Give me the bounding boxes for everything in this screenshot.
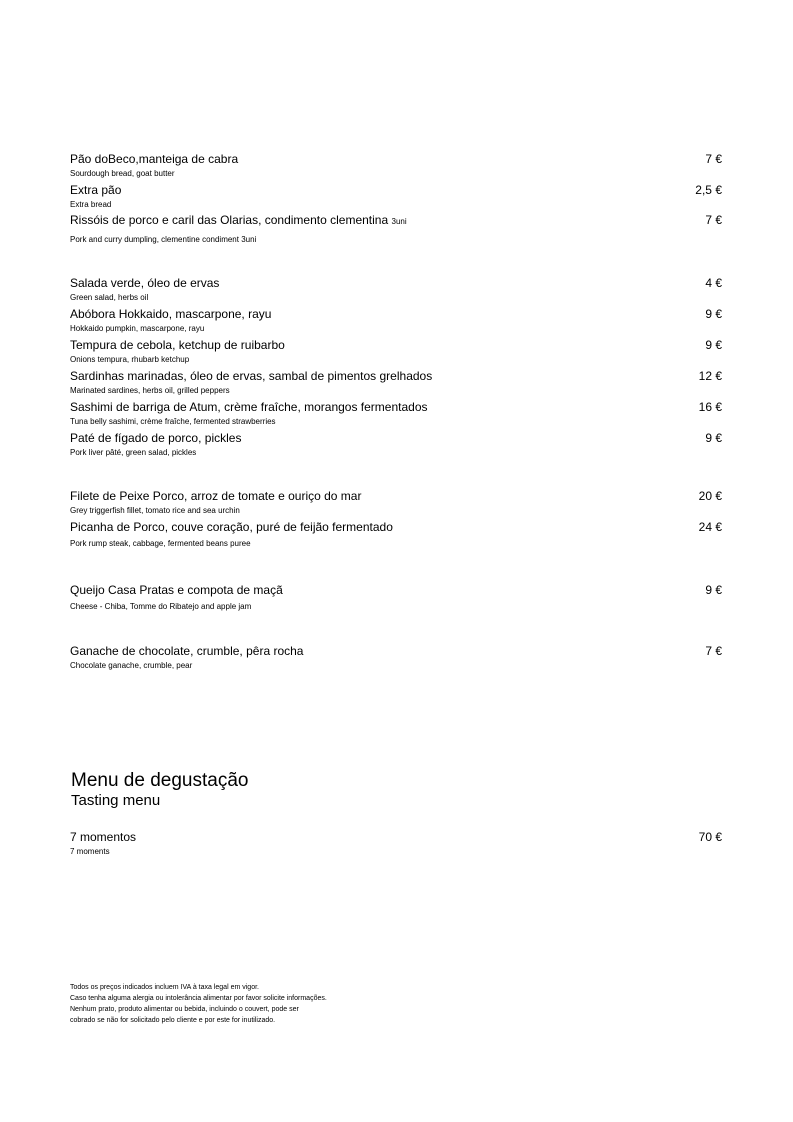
item-translation: Grey triggerfish fillet, tomato rice and sea urchin (70, 506, 240, 515)
item-price: 9 € (705, 431, 722, 445)
item-translation: Chocolate ganache, crumble, pear (70, 661, 193, 670)
item-translation: Tuna belly sashimi, crème fraîche, fermented strawberries (70, 417, 276, 426)
item-translation: 7 moments (70, 847, 110, 856)
menu-item-pork-rump (70, 520, 722, 549)
menu-item-triggerfish (70, 489, 722, 516)
item-quantity-note: 3uni (391, 217, 407, 226)
item-price: 16 € (698, 400, 722, 414)
item-translation: Hokkaido pumpkin, mascarpone, rayu (70, 324, 205, 333)
item-price: 9 € (705, 583, 722, 597)
item-name: Paté de fígado de porco, pickles (70, 431, 242, 445)
legal-footer (70, 982, 327, 1026)
item-name: Rissóis de porco e caril das Olarias, condimento clementina (70, 213, 389, 227)
item-name: Tempura de cebola, ketchup de ruibarbo (70, 338, 285, 352)
item-translation: Pork rump steak, cabbage, fermented beans puree (70, 539, 251, 548)
item-price: 7 € (705, 644, 722, 658)
item-translation: Sourdough bread, goat butter (70, 169, 175, 178)
item-price: 70 € (698, 830, 722, 844)
item-translation: Pork liver pâté, green salad, pickles (70, 448, 197, 457)
menu-item-pumpkin (70, 307, 722, 334)
menu-item-cheese (70, 583, 722, 612)
item-name-wrapper (70, 213, 407, 229)
tasting-menu-heading (71, 770, 248, 810)
item-translation: Green salad, herbs oil (70, 293, 149, 302)
item-name: Salada verde, óleo de ervas (70, 276, 220, 290)
tasting-menu-subtitle: Tasting menu (71, 792, 161, 809)
menu-item-sardines (70, 369, 722, 396)
footer-line: Todos os preços indicados incluem IVA à taxa legal em vigor. (70, 984, 259, 991)
item-name: Extra pão (70, 183, 122, 197)
menu-item-ganache (70, 644, 722, 671)
menu-item-bread (70, 152, 722, 179)
menu-item-pork-pate (70, 431, 722, 458)
item-name: Abóbora Hokkaido, mascarpone, rayu (70, 307, 272, 321)
item-name: Picanha de Porco, couve coração, puré de feijão fermentado (70, 520, 393, 534)
footer-line: Nenhum prato, produto alimentar ou bebida, incluindo o couvert, pode ser (70, 1006, 299, 1013)
menu-item-rissois (70, 213, 722, 245)
menu-item-tuna-sashimi (70, 400, 722, 427)
menu-item-tasting (70, 830, 722, 857)
item-translation: Extra bread (70, 200, 112, 209)
tasting-menu-title: Menu de degustação (71, 770, 249, 791)
menu-item-onion-tempura (70, 338, 722, 365)
item-translation: Pork and curry dumpling, clementine condiment 3uni (70, 235, 257, 244)
item-translation: Cheese - Chiba, Tomme do Ribatejo and apple jam (70, 602, 252, 611)
item-name: Ganache de chocolate, crumble, pêra rocha (70, 644, 304, 658)
item-translation: Marinated sardines, herbs oil, grilled peppers (70, 386, 230, 395)
item-name: Filete de Peixe Porco, arroz de tomate e ouriço do mar (70, 489, 362, 503)
item-price: 12 € (698, 369, 722, 383)
footer-line: cobrado se não for solicitado pelo cliente e por este for inutilizado. (70, 1017, 276, 1024)
item-translation: Onions tempura, rhubarb ketchup (70, 355, 190, 364)
item-price: 7 € (705, 152, 722, 166)
item-price: 2,5 € (695, 183, 722, 197)
menu-item-extra-bread (70, 183, 722, 210)
item-price: 20 € (698, 489, 722, 503)
menu-item-salad (70, 276, 722, 303)
item-name: Sashimi de barriga de Atum, crème fraîche, morangos fermentados (70, 400, 428, 414)
item-name: Queijo Casa Pratas e compota de maçã (70, 583, 283, 597)
footer-line: Caso tenha alguma alergia ou intolerância alimentar por favor solicite informações. (70, 995, 327, 1002)
item-price: 9 € (705, 307, 722, 321)
item-price: 7 € (705, 213, 722, 227)
item-name: Sardinhas marinadas, óleo de ervas, sambal de pimentos grelhados (70, 369, 433, 383)
item-price: 4 € (705, 276, 722, 290)
item-price: 24 € (698, 520, 722, 534)
item-price: 9 € (705, 338, 722, 352)
item-name: Pão doBeco,manteiga de cabra (70, 152, 239, 166)
item-name: 7 momentos (70, 830, 137, 844)
